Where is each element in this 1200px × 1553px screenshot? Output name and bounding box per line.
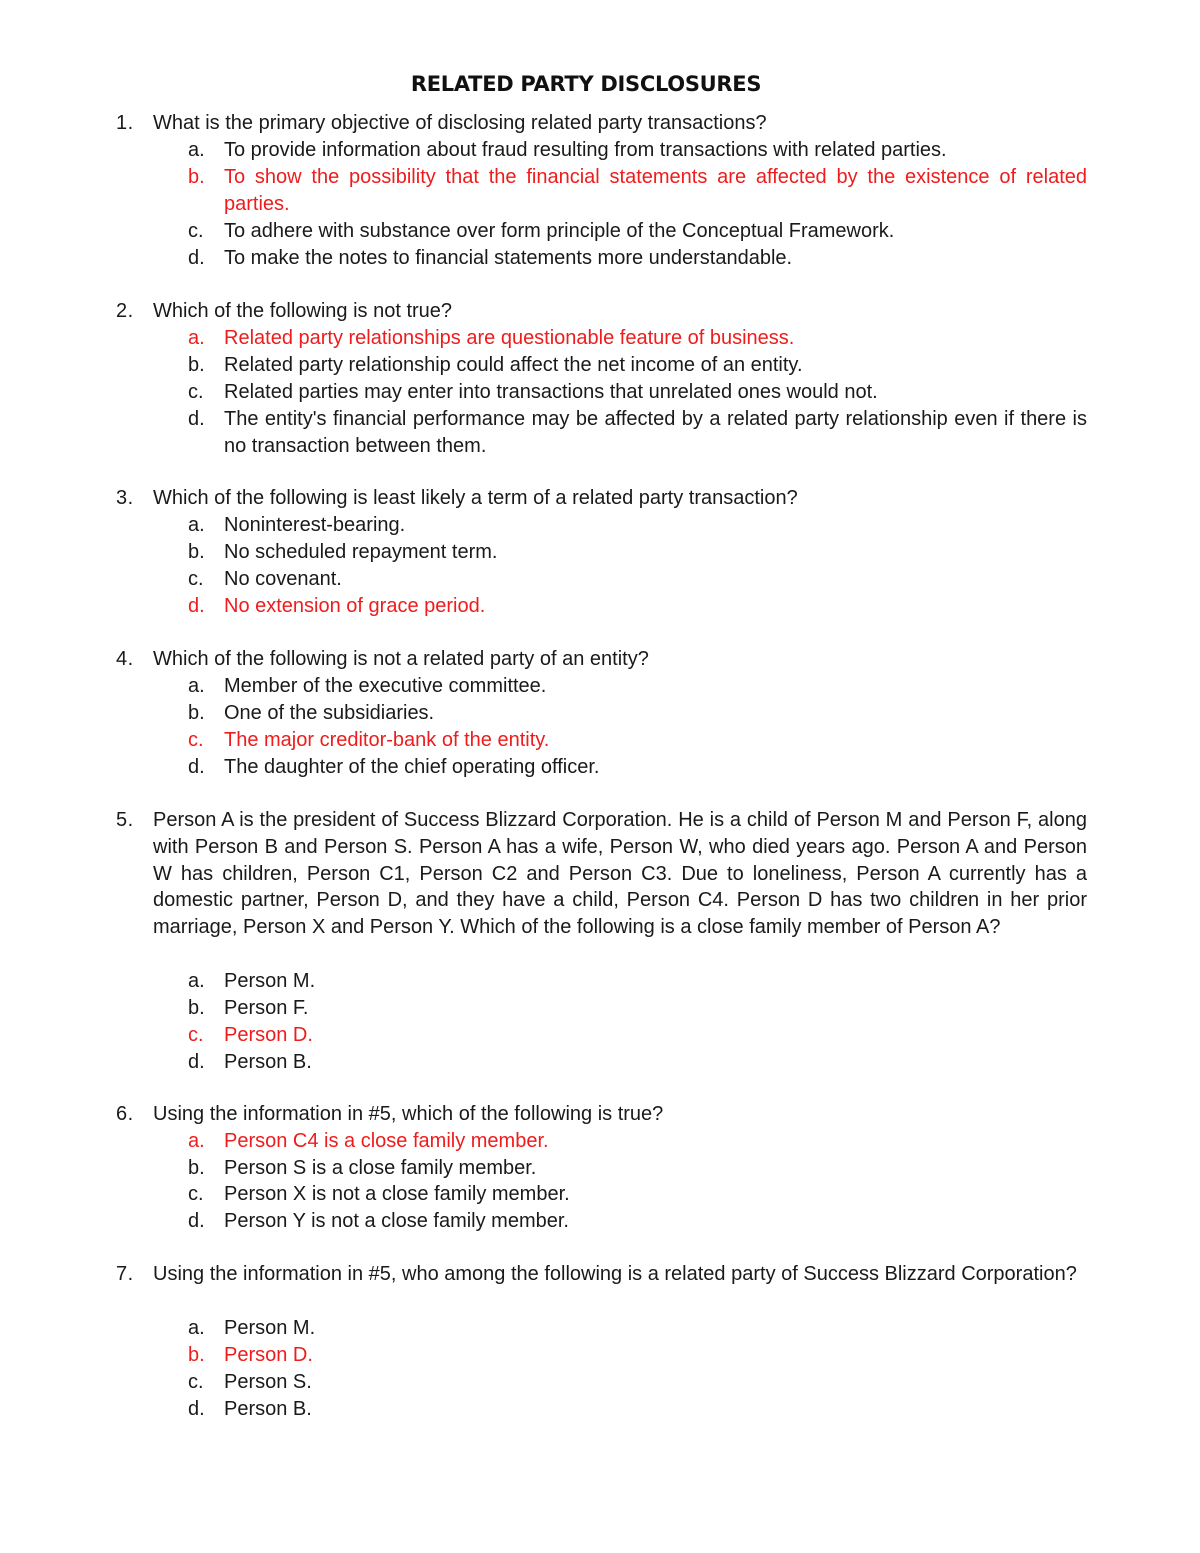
choice-letter: a. — [188, 327, 205, 349]
question-text: Using the information in #5, which of the following is true? — [153, 1103, 664, 1125]
choice-text: The major creditor-bank of the entity. — [224, 729, 550, 751]
choice-text: Person S. — [224, 1371, 312, 1393]
choice-letter: a. — [188, 514, 205, 536]
choice-letter: b. — [188, 1344, 205, 1366]
choice-letter: c. — [188, 381, 204, 403]
choice-text: Related parties may enter into transactions that unrelated ones would not. — [224, 381, 878, 403]
choice-text: Person B. — [224, 1051, 312, 1073]
question-text: Person A is the president of Success Blizzard Corporation. He is a child of Person M and Person F, along with Person B and Person S. Person A has a wife, Person W, who died years ago. Person A and Person W has children, Person C1, Person C2 and Person C3. Due to loneliness, Person A currently has a domestic partner, Person D, and they have a child, Person C4. Person D has two children in her prior marriage, Person X and Person Y. Which of the following is a close family member of Person A? — [153, 809, 1087, 939]
question-number: 5. — [116, 809, 134, 831]
choice-letter: b. — [188, 997, 205, 1019]
choice-letter: a. — [188, 1317, 205, 1339]
choice-letter: b. — [188, 1157, 205, 1179]
page-title: RELATED PARTY DISCLOSURES — [410, 72, 762, 96]
question-text: Which of the following is least likely a term of a related party transaction? — [153, 487, 798, 509]
choice-letter: c. — [188, 568, 204, 590]
choice-text: Person M. — [224, 1317, 316, 1339]
choice-text: Person Y is not a close family member. — [224, 1210, 569, 1232]
choice-text: To show the possibility that the financial statements are affected by the existence of related parties. — [224, 166, 1087, 215]
choice-letter: a. — [188, 970, 205, 992]
choice-text: Person M. — [224, 970, 316, 992]
choice-text: Person B. — [224, 1398, 312, 1420]
choice-text: Member of the executive committee. — [224, 675, 547, 697]
choice-text: Related party relationships are questionable feature of business. — [224, 327, 795, 349]
choice-letter: d. — [188, 595, 205, 617]
question-number: 4. — [116, 648, 134, 670]
choice-letter: b. — [188, 702, 205, 724]
question-text: Which of the following is not true? — [153, 300, 453, 322]
choice-letter: d. — [188, 1051, 205, 1073]
choice-text: The daughter of the chief operating officer. — [224, 756, 600, 778]
choice-letter: c. — [188, 1371, 204, 1393]
question-number: 3. — [116, 487, 134, 509]
choice-text: To make the notes to financial statements more understandable. — [224, 247, 793, 269]
choice-text: No extension of grace period. — [224, 595, 486, 617]
choice-text: Person D. — [224, 1024, 313, 1046]
choice-text: Person F. — [224, 997, 309, 1019]
question-number: 2. — [116, 300, 134, 322]
choice-text: Related party relationship could affect the net income of an entity. — [224, 354, 803, 376]
choice-text: One of the subsidiaries. — [224, 702, 435, 724]
choice-letter: b. — [188, 541, 205, 563]
question-text: What is the primary objective of disclosing related party transactions? — [153, 112, 767, 134]
question-number: 1. — [116, 112, 134, 134]
choice-letter: c. — [188, 729, 204, 751]
choice-letter: c. — [188, 1024, 204, 1046]
choice-letter: b. — [188, 354, 205, 376]
choice-text: No scheduled repayment term. — [224, 541, 498, 563]
question-text: Which of the following is not a related party of an entity? — [153, 648, 649, 670]
choice-letter: c. — [188, 1183, 204, 1205]
choice-text: No covenant. — [224, 568, 342, 590]
choice-letter: b. — [188, 166, 205, 188]
choice-letter: d. — [188, 247, 205, 269]
choice-text: Noninterest-bearing. — [224, 514, 406, 536]
choice-letter: d. — [188, 1398, 205, 1420]
question-number: 7. — [116, 1263, 134, 1285]
choice-text: Person C4 is a close family member. — [224, 1130, 549, 1152]
choice-text: Person D. — [224, 1344, 313, 1366]
choice-letter: a. — [188, 675, 205, 697]
choice-letter: a. — [188, 139, 205, 161]
choice-text: To provide information about fraud resulting from transactions with related parties. — [224, 139, 947, 161]
choice-text: The entity's financial performance may be affected by a related party relationship even if there is no transaction between them. — [224, 408, 1087, 457]
choice-letter: c. — [188, 220, 204, 242]
choice-text: Person X is not a close family member. — [224, 1183, 570, 1205]
question-text: Using the information in #5, who among the following is a related party of Success Blizzard Corporation? — [153, 1263, 1077, 1285]
question-number: 6. — [116, 1103, 134, 1125]
choice-text: To adhere with substance over form principle of the Conceptual Framework. — [224, 220, 895, 242]
choice-text: Person S is a close family member. — [224, 1157, 537, 1179]
choice-letter: d. — [188, 756, 205, 778]
choice-letter: a. — [188, 1130, 205, 1152]
choice-letter: d. — [188, 1210, 205, 1232]
choice-letter: d. — [188, 408, 205, 430]
